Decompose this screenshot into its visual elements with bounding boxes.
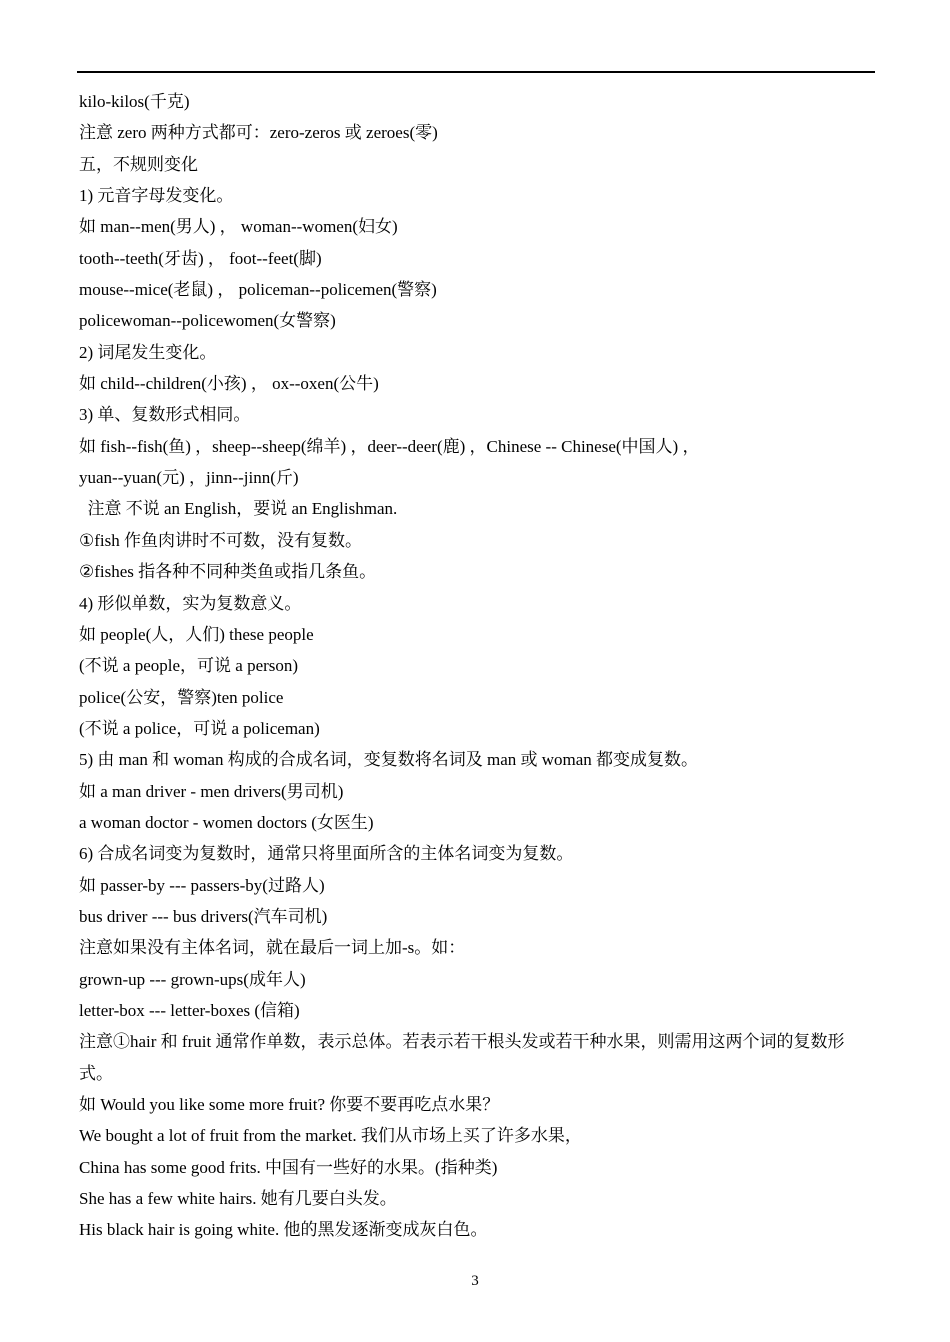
text-line: letter-box --- letter-boxes (信箱) [79, 1000, 300, 1020]
subsection-heading: 2) 词尾发生变化。 [79, 342, 217, 362]
subsection-heading: 3) 单、复数形式相同。 [79, 405, 251, 425]
text-line: (不说 a police，可说 a policeman) [79, 718, 320, 738]
example-line: She has a few white hairs. 她有几要白头发。 [79, 1189, 397, 1209]
note-paragraph: 注意①hair 和 fruit 通常作单数，表示总体。若表示若干根头发或若干种水果，则需用这两个词的复数形式。 [79, 1032, 845, 1083]
text-line: 如 man--men(男人) ， woman--women(妇女) [79, 217, 398, 237]
document-body [79, 86, 875, 1246]
text-line: ②fishes 指各种不同种类鱼或指几条鱼。 [79, 562, 377, 582]
example-line: China has some good frits. 中国有一些好的水果。(指种类) [79, 1157, 498, 1177]
section-heading: 五，不规则变化 [79, 154, 198, 174]
text-line: (不说 a people，可说 a person) [79, 656, 299, 676]
text-line: mouse--mice(老鼠) ， policeman--policemen(警察) [79, 280, 437, 300]
text-line: bus driver --- bus drivers(汽车司机) [79, 906, 328, 926]
text-line: ①fish 作鱼肉讲时不可数，没有复数。 [79, 530, 362, 550]
subsection-heading: 5) 由 man 和 woman 构成的合成名词，变复数将名词及 man 或 woman 都变成复数。 [79, 750, 699, 770]
note-line: 注意 不说 an English，要说 an Englishman. [79, 499, 398, 519]
note-line: 注意如果没有主体名词，就在最后一词上加-s。如： [79, 938, 466, 958]
header-rule [77, 71, 875, 73]
text-line: policewoman--policewomen(女警察) [79, 311, 336, 331]
text-line: 如 passer-by --- passers-by(过路人) [79, 875, 325, 895]
example-line: His black hair is going white. 他的黑发逐渐变成灰白色。 [79, 1220, 488, 1240]
subsection-heading: 6) 合成名词变为复数时，通常只将里面所含的主体名词变为复数。 [79, 844, 574, 864]
subsection-heading: 4) 形似单数，实为复数意义。 [79, 593, 302, 613]
text-line: 如 people(人，人们) these people [79, 624, 314, 644]
text-line: 注意 zero 两种方式都可：zero-zeros 或 zeroes(零) [79, 123, 438, 143]
text-line: police(公安，警察)ten police [79, 687, 284, 707]
text-line: 如 fish--fish(鱼) ，sheep--sheep(绵羊) ，deer--deer(鹿) ，Chinese -- Chinese(中国人) ， [79, 436, 700, 456]
text-line: a woman doctor - women doctors (女医生) [79, 812, 374, 832]
text-line: yuan--yuan(元) ，jinn--jinn(斤) [79, 468, 299, 488]
subsection-heading: 1) 元音字母发变化。 [79, 186, 234, 206]
example-line: We bought a lot of fruit from the market. 我们从市场上买了许多水果， [79, 1126, 582, 1146]
text-line: 如 a man driver - men drivers(男司机) [79, 781, 344, 801]
text-line: tooth--teeth(牙齿) ， foot--feet(脚) [79, 248, 322, 268]
page-number: 3 [471, 1273, 479, 1289]
text-line: grown-up --- grown-ups(成年人) [79, 969, 306, 989]
text-line: kilo-kilos(千克) [79, 92, 190, 111]
example-line: 如 Would you like some more fruit? 你要不要再吃点水果？ [79, 1095, 500, 1114]
text-line: 如 child--children(小孩) ， ox--oxen(公牛) [79, 374, 379, 394]
